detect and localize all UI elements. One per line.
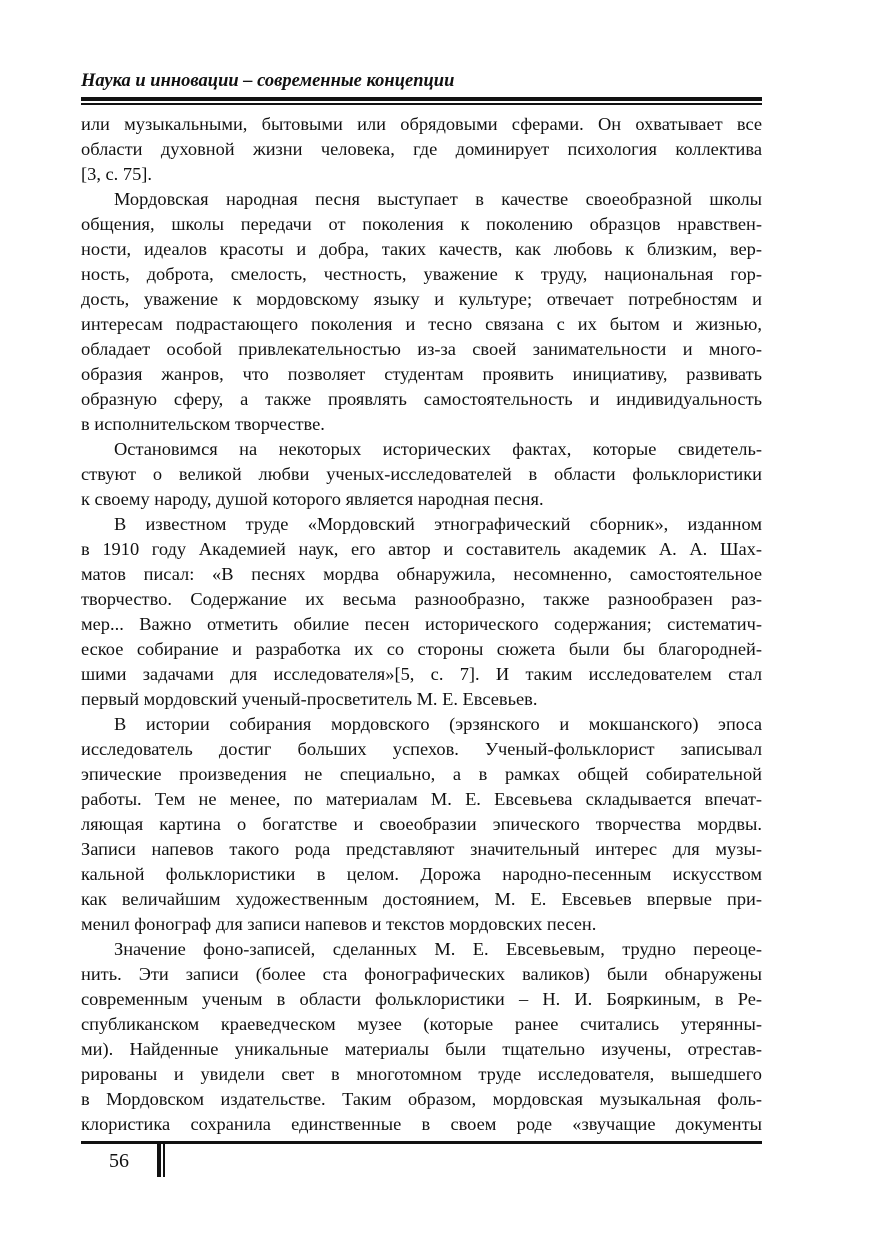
text-line: творчество. Содержание их весьма разнообразно, также разнообразен раз- (81, 589, 762, 609)
text-line: образную сферу, а также проявлять самостоятельность и индивидуальность (81, 389, 762, 409)
text-line: клористика сохранила единственные в своем роде «звучащие документы (81, 1114, 762, 1134)
text-line: или музыкальными, бытовыми или обрядовыми сферами. Он охватывает все (81, 114, 762, 134)
footer-divider-thin (163, 1143, 165, 1177)
text-line: работы. Тем не менее, по материалам М. Е. Евсевьева складывается впечат- (81, 789, 762, 809)
text-line: кальной фольклористики в целом. Дорожа народно-песенным искусством (81, 864, 762, 884)
text-line: менил фонограф для записи напевов и текстов мордовских песен. (81, 914, 597, 934)
text-line: еское собирание и разработка их со стороны сюжета были бы благородней- (81, 639, 762, 659)
text-line: мер... Важно отметить обилие песен исторического содержания; систематич- (81, 614, 762, 634)
text-line: шими задачами для исследователя»[5, с. 7]. И таким исследователем стал (81, 664, 762, 684)
text-line: исследователь достиг больших успехов. Ученый-фольклорист записывал (81, 739, 762, 759)
text-line: рированы и увидели свет в многотомном труде исследователя, вышедшего (81, 1064, 762, 1084)
text-line: [3, с. 75]. (81, 164, 152, 184)
text-line: ность, доброта, смелость, честность, уважение к труду, национальная гор- (81, 264, 762, 284)
text-line: как величайшим художественным достоянием, М. Е. Евсевьев впервые при- (81, 889, 762, 909)
footer-rule (81, 1141, 762, 1144)
text-line: ляющая картина о богатстве и своеобразии эпического творчества мордвы. (81, 814, 762, 834)
text-line: области духовной жизни человека, где доминирует психология коллектива (81, 139, 762, 159)
text-line: обладает особой привлекательностью из-за своей занимательности и много- (81, 339, 762, 359)
body-text (81, 112, 762, 1137)
text-line: матов писал: «В песнях мордва обнаружила, несомненно, самостоятельное (81, 564, 762, 584)
text-line: Мордовская народная песня выступает в качестве своеобразной школы (114, 189, 762, 209)
text-line: Остановимся на некоторых исторических фактах, которые свидетель- (114, 439, 762, 459)
text-line: к своему народу, душой которого является народная песня. (81, 489, 544, 509)
text-line: общения, школы передачи от поколения к поколению образцов нравствен- (81, 214, 762, 234)
text-line: Значение фоно-записей, сделанных М. Е. Евсевьевым, трудно переоце- (114, 939, 762, 959)
text-line: в Мордовском издательстве. Таким образом, мордовская музыкальная фоль- (81, 1089, 762, 1109)
header-rule-thin (81, 103, 762, 105)
page-number: 56 (109, 1150, 129, 1172)
text-line: дость, уважение к мордовскому языку и культуре; отвечает потребностям и (81, 289, 762, 309)
text-line: ми). Найденные уникальные материалы были тщательно изучены, отрестав- (81, 1039, 762, 1059)
text-line: Записи напевов такого рода представляют значительный интерес для музы- (81, 839, 762, 859)
running-header: Наука и инновации – современные концепции (81, 71, 455, 91)
text-line: ности, идеалов красоты и добра, таких качеств, как любовь к близким, вер- (81, 239, 762, 259)
text-line: в 1910 году Академией наук, его автор и составитель академик А. А. Шах- (81, 539, 762, 559)
text-line: В истории собирания мордовского (эрзянского и мокшанского) эпоса (114, 714, 762, 734)
text-line: современным ученым в области фольклористики – Н. И. Бояркиным, в Ре- (81, 989, 762, 1009)
text-line: ствуют о великой любви ученых-исследователей в области фольклористики (81, 464, 762, 484)
text-line: интересам подрастающего поколения и тесно связана с их бытом и жизнью, (81, 314, 762, 334)
header-rule-thick (81, 97, 762, 101)
text-line: первый мордовский ученый-просветитель М. Е. Евсевьев. (81, 689, 538, 709)
text-line: нить. Эти записи (более ста фонографических валиков) были обнаружены (81, 964, 762, 984)
text-line: спубликанском краеведческом музее (которые ранее считались утерянны- (81, 1014, 762, 1034)
text-line: эпические произведения не специально, а в рамках общей собирательной (81, 764, 762, 784)
text-line: В известном труде «Мордовский этнографический сборник», изданном (114, 514, 762, 534)
text-line: образия жанров, что позволяет студентам проявить инициативу, развивать (81, 364, 762, 384)
footer-divider-thick (157, 1143, 161, 1177)
text-line: в исполнительском творчестве. (81, 414, 325, 434)
